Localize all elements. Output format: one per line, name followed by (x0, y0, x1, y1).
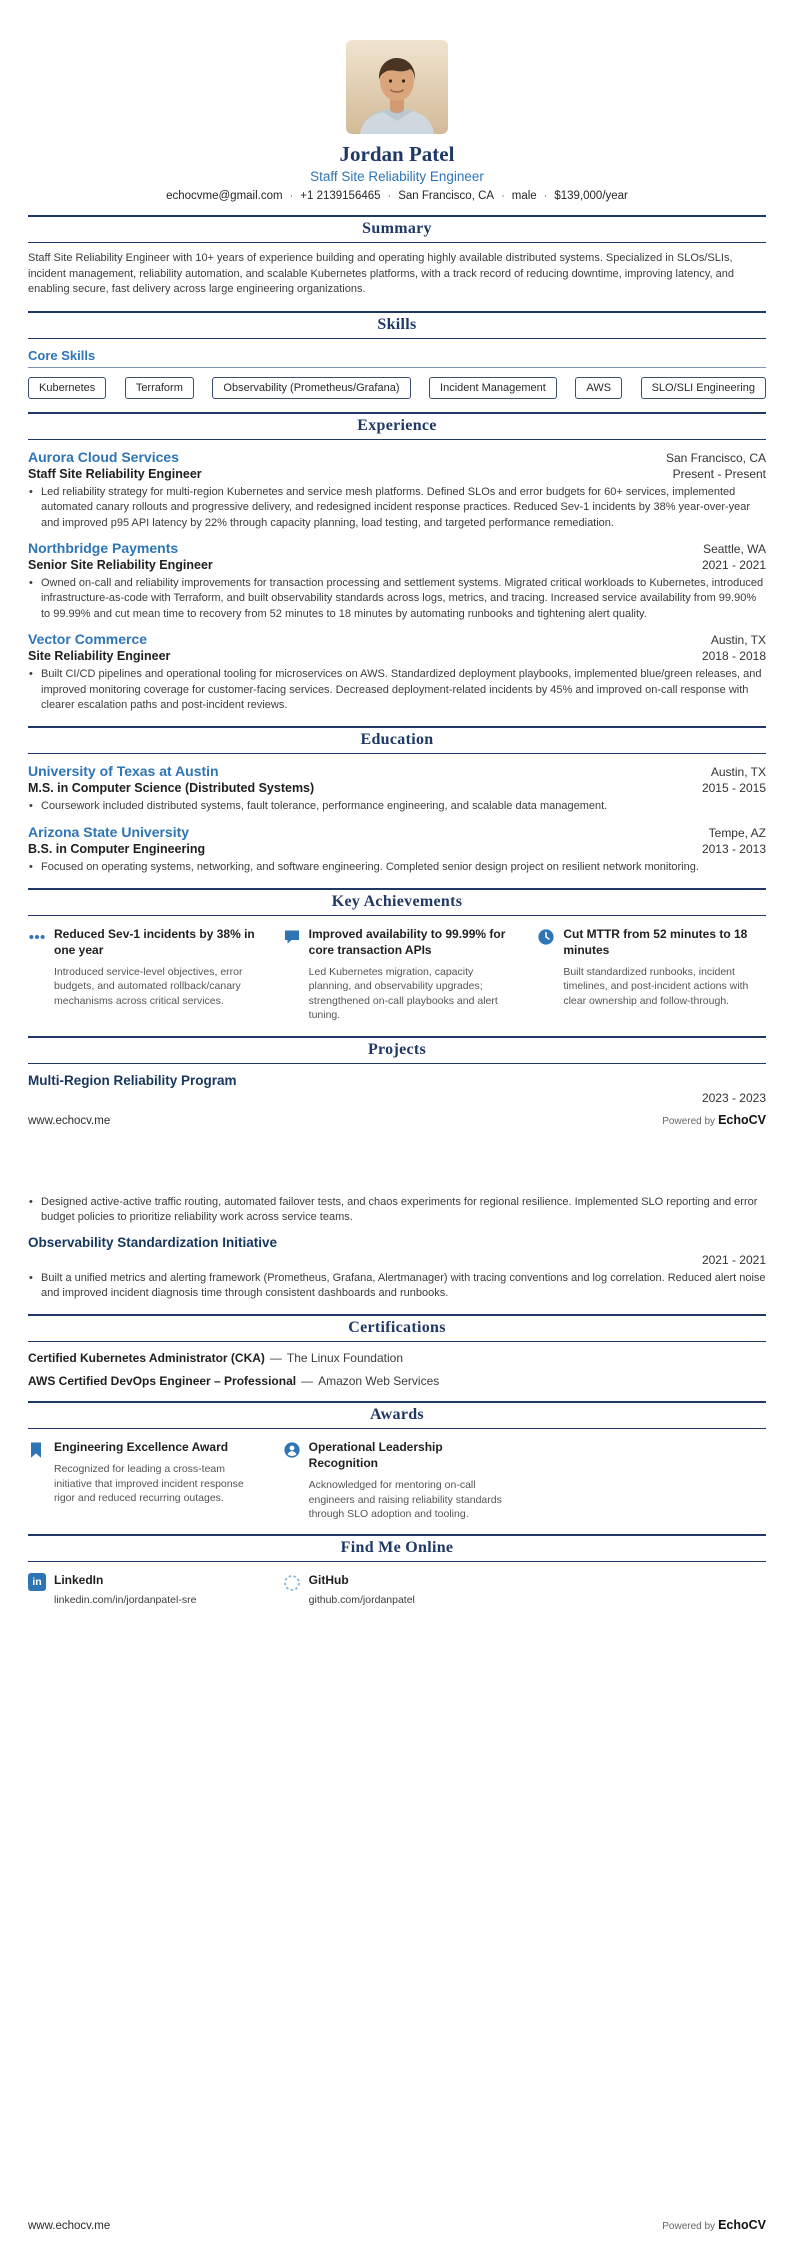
contact-separator: · (289, 190, 294, 203)
school-name: Arizona State University (28, 823, 190, 840)
page1-footer (28, 1113, 766, 1127)
online-url[interactable]: github.com/jordanpatel (308, 1594, 415, 1607)
online-body (54, 1573, 196, 1606)
skills-chip-row (28, 377, 766, 399)
job-role: Senior Site Reliability Engineer (28, 558, 213, 573)
profile-photo (346, 40, 448, 134)
certification-separator: — (269, 1351, 282, 1366)
education-bullet-list (28, 860, 766, 875)
bookmark-icon (28, 1441, 46, 1459)
company-name: Aurora Cloud Services (28, 448, 179, 465)
contact-phone: +1 2139156465 (300, 190, 381, 203)
certification-name: Certified Kubernetes Administrator (CKA) (28, 1351, 265, 1366)
certification-issuer: Amazon Web Services (318, 1374, 440, 1389)
project-dates: 2021 - 2021 (701, 1252, 766, 1267)
award-description: Recognized for leading a cross-team initiative that improved incident response rigor and reduced recurring outages. (54, 1463, 244, 1505)
online-heading-band (28, 1534, 766, 1562)
achievement-title: Reduced Sev-1 incidents by 38% in one year (54, 927, 255, 958)
contact-gender: male (511, 190, 537, 203)
skills-heading: Skills (377, 315, 417, 333)
certifications-heading: Certifications (348, 1319, 446, 1337)
achievements-heading: Key Achievements (331, 893, 463, 911)
skill-chip: AWS (575, 377, 622, 399)
education-bullet: • Focused on operating systems, networking, and software engineering. Completed senior design project on resilient network monitoring. (28, 860, 766, 875)
achievements-section (28, 888, 766, 1023)
github-icon (283, 1574, 301, 1592)
summary-section (28, 215, 766, 298)
summary-heading: Summary (362, 220, 432, 238)
contact-line (28, 190, 766, 202)
company-name: Northbridge Payments (28, 540, 179, 557)
achievements-grid (28, 927, 766, 1023)
skill-chip: Observability (Prometheus/Grafana) (212, 377, 410, 399)
contact-email[interactable]: echocvme@gmail.com (166, 190, 283, 203)
skill-chip: Incident Management (429, 377, 557, 399)
certification-issuer: The Linux Foundation (286, 1351, 404, 1366)
experience-heading: Experience (357, 416, 437, 434)
achievement-item (537, 927, 766, 1023)
skills-group-label: Core Skills (28, 348, 766, 368)
powered-by[interactable] (662, 2218, 766, 2232)
skill-chip: Terraform (125, 377, 194, 399)
education-bullet-list (28, 799, 766, 814)
awards-grid (28, 1440, 766, 1521)
education-heading-band (28, 726, 766, 754)
job-location: Austin, TX (710, 633, 766, 648)
job-role: Staff Site Reliability Engineer (28, 466, 202, 481)
awards-section (28, 1401, 766, 1521)
ellipsis-icon (28, 928, 46, 946)
education-dates: 2013 - 2013 (701, 841, 766, 856)
summary-heading-band (28, 215, 766, 243)
online-item-linkedin (28, 1573, 257, 1606)
online-url[interactable]: linkedin.com/in/jordanpatel-sre (54, 1594, 197, 1607)
award-item (283, 1440, 512, 1521)
brand-name: EchoCV (718, 2218, 766, 2232)
online-body (309, 1573, 415, 1606)
job-dates: Present - Present (672, 466, 766, 481)
project-bullet: • Designed active-active traffic routing, automated failover tests, and chaos experiments for regional resilience. Implemented SLO reporting and error budget policies to prioritize reliability work across service teams. (28, 1195, 766, 1226)
achievement-title: Cut MTTR from 52 minutes to 18 minutes (563, 927, 748, 958)
online-heading: Find Me Online (340, 1539, 454, 1557)
powered-by-prefix: Powered by (662, 2221, 716, 2232)
skill-chip: SLO/SLI Engineering (641, 377, 766, 399)
experience-section (28, 412, 766, 714)
degree-name: B.S. in Computer Engineering (28, 841, 206, 856)
school-location: Austin, TX (710, 765, 766, 780)
person-badge-icon (283, 1441, 301, 1459)
experience-entry (28, 631, 766, 713)
summary-text: Staff Site Reliability Engineer with 10+ years of experience building and operating highly available distributed systems. Specialized in SLOs/SLIs, incident management, reliability automation, and scalable Kubernetes platforms, with a track record of reducing downtime, improving latency, and enabling secure, fast delivery across large engineering organizations. (28, 252, 734, 296)
award-body (309, 1440, 512, 1521)
achievement-description: Built standardized runbooks, incident timelines, and post-incident actions with clear ownership and follow-through. (563, 965, 749, 1007)
skills-heading-band (28, 311, 766, 339)
certifications-section (28, 1314, 766, 1388)
project-title: Multi-Region Reliability Program (28, 1072, 237, 1088)
linkedin-icon: in (28, 1573, 46, 1591)
experience-bullet: • Led reliability strategy for multi-region Kubernetes and service mesh platforms. Defined SLOs and error budgets for 60+ services, implemented automated canary rollouts and progressive delivery, and redesigned incident response practices. Reduced Sev-1 incidents by 38% year-over-year and improved p95 API latency by 22% through capacity planning, load testing, and targeted performance remediation. (28, 485, 766, 531)
certification-name: AWS Certified DevOps Engineer – Professional (28, 1374, 297, 1389)
experience-bullet-list (28, 667, 766, 713)
online-item-github (283, 1573, 512, 1606)
experience-bullet-list (28, 576, 766, 622)
job-dates: 2018 - 2018 (701, 649, 766, 664)
achievement-body (54, 927, 257, 1008)
achievement-description: Led Kubernetes migration, capacity planning, and observability upgrades; strengthened on-call playbooks and alert tuning. (308, 965, 498, 1022)
page-break (28, 1105, 766, 1191)
avatar-graphic (346, 40, 448, 134)
clock-icon (537, 928, 555, 946)
projects-heading-band (28, 1036, 766, 1064)
project-bullet-list (28, 1195, 766, 1226)
project-entry (28, 1073, 766, 1105)
school-location: Tempe, AZ (708, 825, 766, 840)
contact-separator: · (387, 190, 392, 203)
experience-bullet: • Owned on-call and reliability improvements for transaction processing and settlement systems. Migrated critical workloads to Kubernetes, introduced infrastructure-as-code with Terraform, and built observability standards across logs, metrics, and tracing. Increased service availability from 99.90% to 99.99% and cut mean time to recovery from 52 minutes to 18 minutes by automating runbooks and tightening alert quality. (28, 576, 766, 622)
job-role: Site Reliability Engineer (28, 649, 171, 664)
certifications-heading-band (28, 1314, 766, 1342)
skills-section (28, 311, 766, 399)
powered-by[interactable] (662, 1113, 766, 1127)
achievement-item (28, 927, 257, 1023)
achievement-body (563, 927, 766, 1008)
education-entry (28, 763, 766, 814)
online-grid (28, 1573, 766, 1606)
job-location: Seattle, WA (703, 542, 766, 557)
education-dates: 2015 - 2015 (701, 781, 766, 796)
award-item (28, 1440, 257, 1521)
award-title: Operational Leadership Recognition (308, 1440, 443, 1471)
projects-section (28, 1036, 766, 1302)
project-dates: 2023 - 2023 (701, 1090, 766, 1105)
education-heading: Education (360, 731, 434, 749)
footer-site-link[interactable]: www.echocv.me (28, 2220, 111, 2232)
achievements-heading-band (28, 888, 766, 916)
achievement-item (283, 927, 512, 1023)
achievement-description: Introduced service-level objectives, error budgets, and automated rollback/canary mechanisms across critical services. (54, 965, 243, 1007)
project-title: Observability Standardization Initiative (28, 1234, 278, 1250)
projects-heading: Projects (367, 1040, 427, 1058)
job-dates: 2021 - 2021 (701, 558, 766, 573)
job-location: San Francisco, CA (665, 450, 766, 465)
experience-entry (28, 540, 766, 622)
award-description: Acknowledged for mentoring on-call engineers and raising reliability standards through SLO adoption and tooling. (308, 1479, 502, 1520)
candidate-name: Jordan Patel (339, 142, 455, 166)
education-entry (28, 824, 766, 875)
contact-location: San Francisco, CA (398, 190, 495, 203)
school-name: University of Texas at Austin (28, 763, 219, 780)
skill-chip: Kubernetes (28, 377, 106, 399)
company-name: Vector Commerce (28, 631, 148, 648)
footer-site-link[interactable]: www.echocv.me (28, 1114, 111, 1127)
contact-separator: · (501, 190, 505, 203)
certification-item (28, 1374, 766, 1388)
achievement-title: Improved availability to 99.99% for core transaction APIs (308, 927, 506, 958)
project-bullet: • Built a unified metrics and alerting framework (Prometheus, Grafana, Alertmanager) with tracing conventions and log correlation. Reduced alert noise and improved incident diagnosis time through consistent dashboards and runbooks. (28, 1271, 766, 1302)
award-body (54, 1440, 257, 1505)
brand-name: EchoCV (718, 1112, 766, 1127)
experience-bullet-list (28, 485, 766, 531)
contact-salary: $139,000/year (554, 190, 628, 203)
experience-heading-band (28, 412, 766, 440)
certification-item (28, 1351, 766, 1365)
page2-footer (28, 2218, 766, 2232)
experience-bullet: • Built CI/CD pipelines and operational tooling for microservices on AWS. Standardized deployment playbooks, implemented blue/green releases, and improved monitoring coverage for customer-facing services. Decreased deployment-related incidents by 45% and improved on-call response with clearer escalation paths and post-incident reviews. (28, 667, 766, 713)
degree-name: M.S. in Computer Science (Distributed Systems) (28, 781, 315, 796)
education-bullet: • Coursework included distributed systems, fault tolerance, performance engineering, and scalable data management. (28, 799, 766, 814)
experience-entry (28, 449, 766, 531)
award-title: Engineering Excellence Award (54, 1440, 229, 1455)
online-section (28, 1534, 766, 1606)
achievement-body (309, 927, 512, 1023)
speech-bubble-icon (283, 928, 301, 946)
project-bullet-list (28, 1271, 766, 1302)
certification-separator: — (301, 1374, 314, 1389)
awards-heading-band (28, 1401, 766, 1429)
candidate-title: Staff Site Reliability Engineer (310, 169, 484, 185)
education-section (28, 726, 766, 875)
contact-separator: · (543, 190, 548, 203)
online-label: GitHub (308, 1573, 349, 1588)
online-label: LinkedIn (54, 1573, 104, 1588)
awards-heading: Awards (370, 1406, 424, 1424)
resume-header (28, 40, 766, 202)
powered-by-prefix: Powered by (662, 1115, 716, 1127)
project-entry (28, 1235, 766, 1302)
